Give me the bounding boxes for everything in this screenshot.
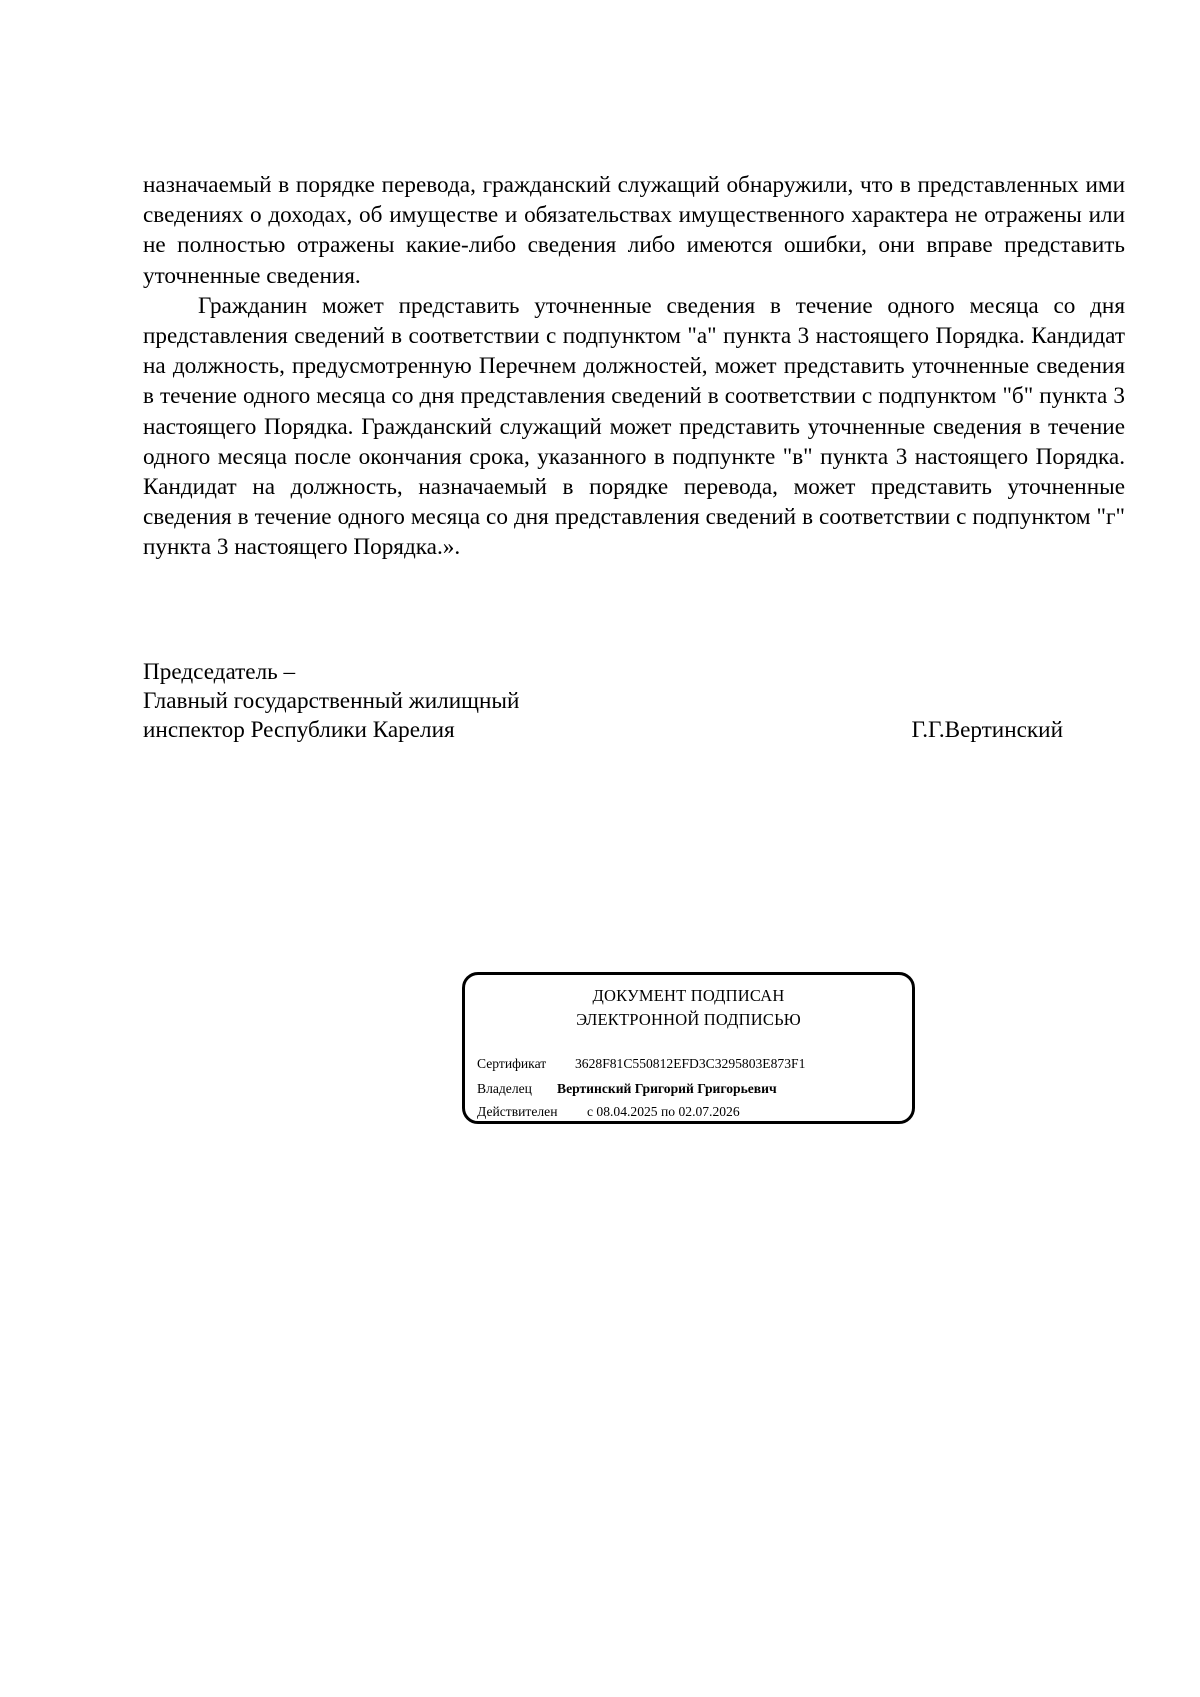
stamp-owner-row: [477, 1080, 777, 1098]
electronic-signature-stamp: [462, 972, 915, 1124]
stamp-certificate-value: 3628F81C550812EFD3C3295803E873F1: [575, 1056, 806, 1071]
stamp-validity-label: Действителен: [477, 1104, 558, 1119]
paragraph-clarified-info: Гражданин может представить уточненные сведения в течение одного месяца со дня представления сведений в соответствии с подпунктом "а" пункта 3 настоящего Порядка. Кандидат на должность, предусмотренную Перечнем должностей, может представить уточненные сведения в течение одного месяца со дня представления сведений в соответствии с подпунктом "б" пункта 3 настоящего Порядка. Гражданский служащий может представить уточненные сведения в течение одного месяца после окончания срока, указанного в подпункте "в" пункта 3 настоящего Порядка. Кандидат на должность, назначаемый в порядке перевода, может представить уточненные сведения в течение одного месяца со дня представления сведений в соответствии с подпунктом "г" пункта 3 настоящего Порядка.».: [143, 292, 1125, 561]
stamp-title-line-1: ДОКУМЕНТ ПОДПИСАН: [592, 986, 785, 1005]
document-body: [143, 170, 1125, 563]
stamp-certificate-row: [477, 1055, 805, 1073]
stamp-certificate-label: Сертификат: [477, 1056, 547, 1071]
signatory-title-line-2: Главный государственный жилищный: [143, 688, 520, 714]
stamp-owner-value: Вертинский Григорий Григорьевич: [557, 1081, 777, 1096]
stamp-title-line-2: ЭЛЕКТРОННОЙ ПОДПИСЬЮ: [576, 1010, 801, 1029]
stamp-validity-value: с 08.04.2025 по 02.07.2026: [587, 1104, 740, 1119]
stamp-validity-row: [477, 1103, 740, 1121]
signatory-title-line-3: инспектор Республики Карелия: [143, 717, 455, 743]
signatory-name: Г.Г.Вертинский: [911, 717, 1063, 743]
stamp-owner-label: Владелец: [477, 1081, 532, 1096]
stamp-title: [465, 984, 912, 1032]
signatory-title-line-1: Председатель –: [143, 659, 296, 685]
signature-block: [143, 658, 1063, 745]
paragraph-continuation: назначаемый в порядке перевода, гражданский служащий обнаружили, что в представленных ими сведениях о доходах, об имуществе и обязательствах имущественного характера не отражены или не полностью отражены какие-либо сведения либо имеются ошибки, они вправе представить уточненные сведения.: [143, 172, 1125, 289]
